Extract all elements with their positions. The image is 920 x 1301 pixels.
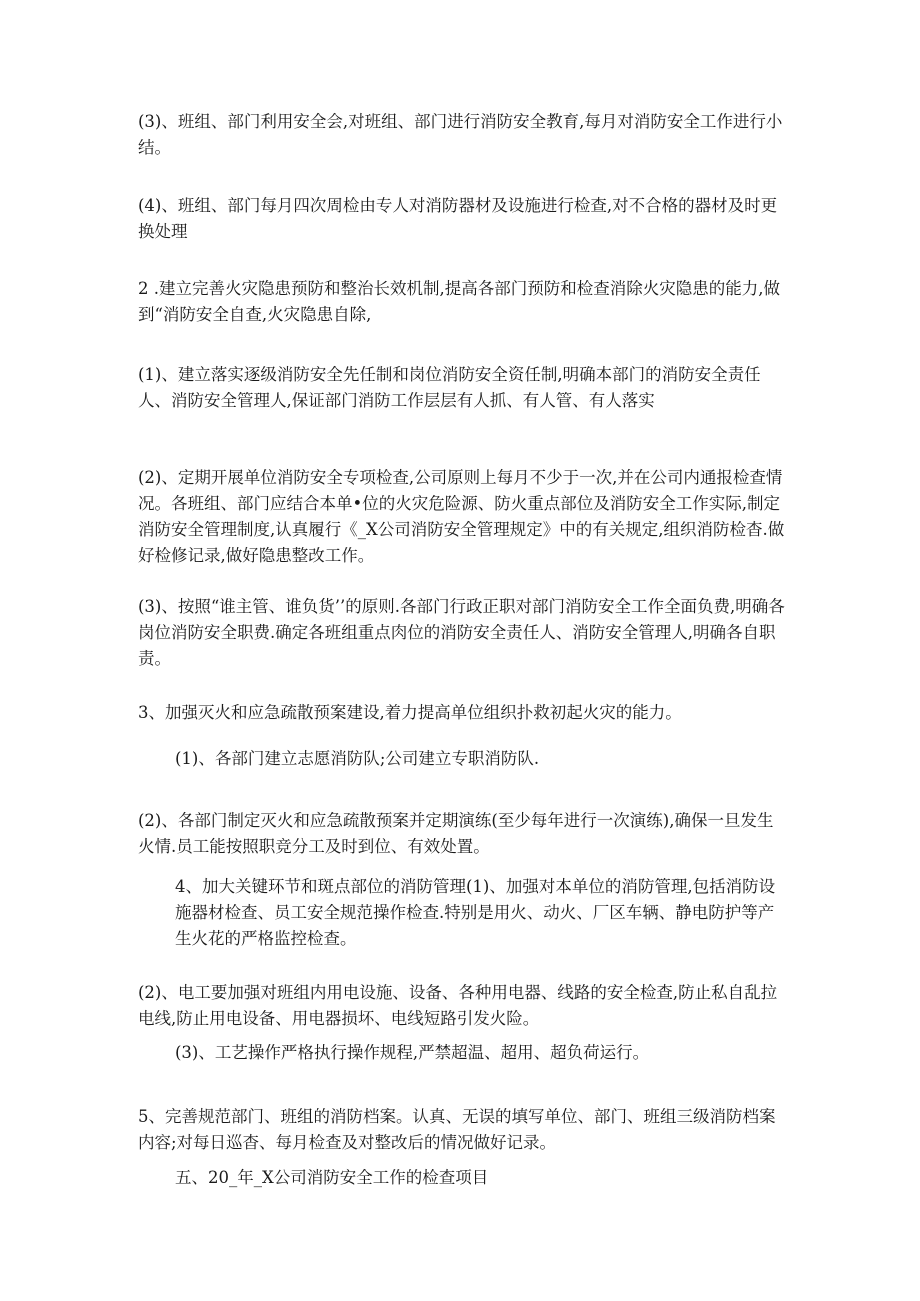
paragraph-5: (2)、定期开展单位消防安全专项检查,公司原则上每月不少于一次,并在公司内通报检查情况。各班组、部门应结合本单•位的火灾危险源、防火重点部位及消防安全工作实际,制定消防安全管理制度,认真履行《_X公司消防安全管理规定》中的有关规定,组织消防检杳.做好检修记录,做好隐患整改工作。 [138,468,785,565]
paragraph-10: 4、加大关键环节和斑点部位的消防管理(1)、加强对本单位的消防管理,包括消防设施器材检查、员工安全规范操作检查.特别是用火、动火、厂区车辆、静电防护等产生火花的严格监控检查。 [175,877,776,948]
paragraph-11: (2)、电工要加强对班组内用电设施、设备、各种用电器、线路的安全检查,防止私自乱拉电线,防止用电设备、用电器损坏、电线短路引发火险。 [138,983,778,1028]
paragraph-7: 3、加强灭火和应急疏散预案建设,着力提高单位组织扑救初起火灾的能力。 [138,703,682,722]
paragraph-4: (1)、建立落实逐级消防安全先任制和岗位消防安全资任制,明确本部门的消防安全责任人、消防安全管理人,保证部门消防工作层层有人抓、有人管、有人落实 [138,365,761,410]
paragraph-1: (3)、班组、部门利用安全会,对班组、部门进行消防安全教育,每月对消防安全工作进行小结。 [138,112,783,157]
paragraph-12: (3)、工艺操作严格执行操作规程,严禁超温、超用、超负荷运行。 [175,1043,650,1062]
section-heading: 五、20_年_X公司消防安全工作的检查项目 [175,1168,489,1187]
paragraph-9: (2)、各部门制定灭火和应急疏散预案并定期演练(至少每年进行一次演练),确保一旦发生火情.员工能按照职竞分工及时到位、有效处置。 [138,811,774,856]
paragraph-6: (3)、按照“谁主管、谁负货’’的原则.各部门行政正职对部门消防安全工作全面负费,明确各岗位消防安全职费.确定各班组重点肉位的消防安全责任人、消防安全管理人,明确各自职责。 [138,597,785,668]
paragraph-3: 2 .建立完善火灾隐患预防和整治长效机制,提高各部门预防和检查消除火灾隐患的能力,做到“消防安全自查,火灾隐患自除, [138,279,780,324]
paragraph-2: (4)、班组、部门每月四次周检由专人对消防器材及设施进行检查,对不合格的器材及时更换处理 [138,196,778,241]
paragraph-8: (1)、各部门建立志愿消防队;公司建立专职消防队. [175,749,540,768]
paragraph-13: 5、完善规范部门、班组的消防档案。认真、无误的填写单位、部门、班组三级消防档案内容;对每日巡杳、每月检查及对整改后的情况做好记录。 [138,1107,776,1152]
